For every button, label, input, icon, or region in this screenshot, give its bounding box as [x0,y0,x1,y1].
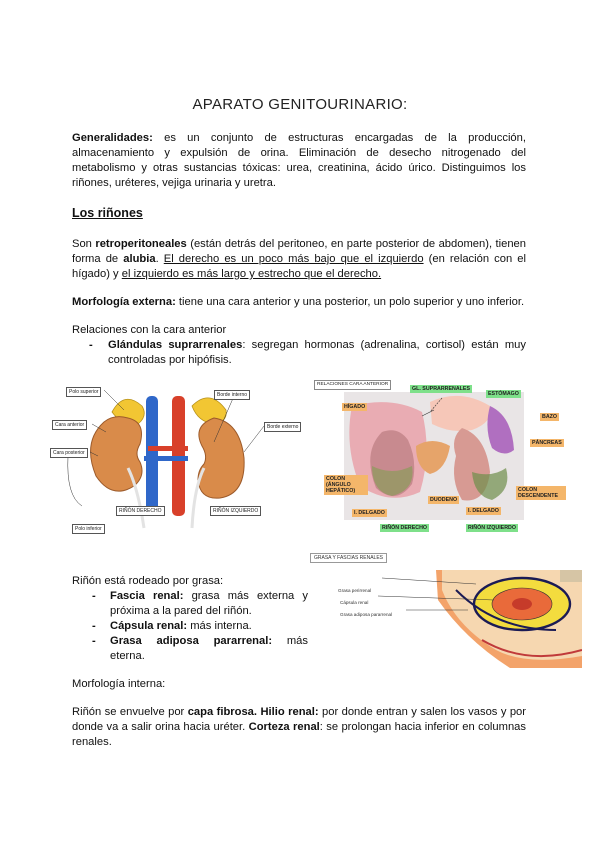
morfologia-externa-text: tiene una cara anterior y una posterior, un polo superior y uno inferior. [175,296,525,308]
label-estomago: ESTÓMAGO [488,391,519,397]
page-title: APARATO GENITOURINARIO: [192,96,408,113]
label-i-delgado-1: I. DELGADO [354,510,385,516]
label-duodeno: DUODENO [430,497,458,503]
label-borde-externo: Borde externo [264,422,301,432]
label-pancreas: PÁNCREAS [532,440,562,446]
grasa-adiposa-text: más eterna. [110,635,308,662]
rinones-text-4: (en relación con el hígado) y [72,253,527,280]
relaciones-illustration [312,376,570,536]
grasa-intro: Riñón está rodeado por grasa: [72,575,224,587]
suprarrenales-term: Glándulas suprarrenales [108,339,243,351]
label-polo-inferior: Polo inferior [72,524,105,534]
rinones-text-1: Son [72,238,96,250]
capsula-renal-text: más interna. [187,620,252,632]
relaciones-figure-caption: RELACIONES CARA ANTERIOR [314,380,391,390]
relaciones-figure [312,376,570,536]
section-heading-rinones: Los riñones [72,206,143,220]
rinones-text-2: (están detrás del peritoneo, en parte posterior de abdomen), tienen forma de [72,238,526,265]
grasa-list-item [90,619,308,634]
label-grasa-pararrenal: Grasa adiposa pararrenal [340,612,393,617]
cross-section-illustration [326,570,582,668]
grasa-list-item [90,589,308,619]
rinones-underline-1: El derecho es un poco más bajo que el izquierdo [163,253,424,265]
final-text-1: Riñón se envuelve por [72,706,188,718]
label-grasa-perirrenal: Grasa perirrenal [338,588,372,593]
final-text-4: : se prolongan hacia inferior en columnas renales. [72,721,526,748]
generalidades-label: Generalidades: [72,132,153,144]
label-rinon-izquierdo-right: RIÑÓN IZQUIERDO [468,525,516,531]
alubia-term: alubia [123,253,156,265]
generalidades-text: es un conjunto de estructuras encargadas de la producción, almacenamiento y expulsión de orina. Eliminación de desecho nitrogenado del metabolismo y otras sustancias tóxicas: urea, creatinina, ácido úrico. Distinguimos los riñones, uréteres, vejiga urinaria y uretra. [72,132,526,189]
capsula-renal-term: Cápsula renal: [110,620,188,632]
label-higado: HÍGADO [344,404,366,410]
relaciones-text: Relaciones con la cara anterior [72,324,227,336]
rinones-paragraph [72,237,526,282]
rinones-text-3: . [155,253,164,265]
rinones-underline-2: el izquierdo es más largo y estrecho que el derecho. [121,268,382,280]
grasa-list-item [90,634,308,664]
cross-section-figure [326,570,582,668]
label-colon-hepatico: COLON (ÁNGULO HEPÁTICO) [324,475,368,495]
label-capsula-renal: Cápsula renal [340,600,369,605]
morfologia-interna-paragraph [72,705,526,750]
label-cara-anterior: Cara anterior [52,420,87,430]
hilio-renal-term: Hilio renal: [260,706,319,718]
final-text-3: por donde entran y salen los vasos y por donde va a salir orina hacia uréter. [72,706,527,733]
label-rinon-derecho-left: RIÑÓN DERECHO [116,506,165,516]
retroperitoneales-term: retroperitoneales [95,238,187,250]
grasa-fascias-caption: GRASA Y FASCIAS RENALES [310,553,387,563]
relaciones-paragraph [72,323,526,368]
label-cara-posterior: Cara posterior [50,448,88,458]
label-polo-superior: Polo superior [66,387,101,397]
grasa-list [90,589,308,664]
label-colon-descendente: COLON DESCENDENTE [516,486,566,500]
label-i-delgado-2: I. DELGADO [468,508,499,514]
grasa-section [72,574,308,664]
morfologia-interna-heading: Morfología interna: [72,678,166,690]
label-rinon-derecho-right: RIÑÓN DERECHO [382,525,428,531]
label-bazo: BAZO [542,414,558,420]
relaciones-list-item: - Glándulas suprarrenales: segregan hormonas (adrenalina, cortisol) están muy controladas por hipófisis. [89,339,526,366]
label-gl-suprarrenales: GL. SUPRARRENALES [412,386,470,392]
capa-fibrosa-term: capa fibrosa. [187,706,258,718]
suprarrenales-text: : segregan hormonas (adrenalina, cortisol) están muy controladas por hipófisis. [108,339,526,366]
generalidades-paragraph [72,131,526,191]
corteza-renal-term: Corteza renal [248,721,320,733]
kidney-anatomy-figure [53,372,299,532]
morfologia-externa-label: Morfología externa: [72,296,176,308]
morfologia-externa-paragraph [72,295,532,310]
label-rinon-izquierdo-left: RIÑÓN IZQUIERDO [210,506,261,516]
fascia-renal-text: grasa más externa y próxima a la pared del riñón. [110,590,308,617]
grasa-adiposa-term: Grasa adiposa pararrenal: [110,635,273,647]
fascia-renal-term: Fascia renal: [110,590,184,602]
label-borde-interno: Borde interno [214,390,250,400]
